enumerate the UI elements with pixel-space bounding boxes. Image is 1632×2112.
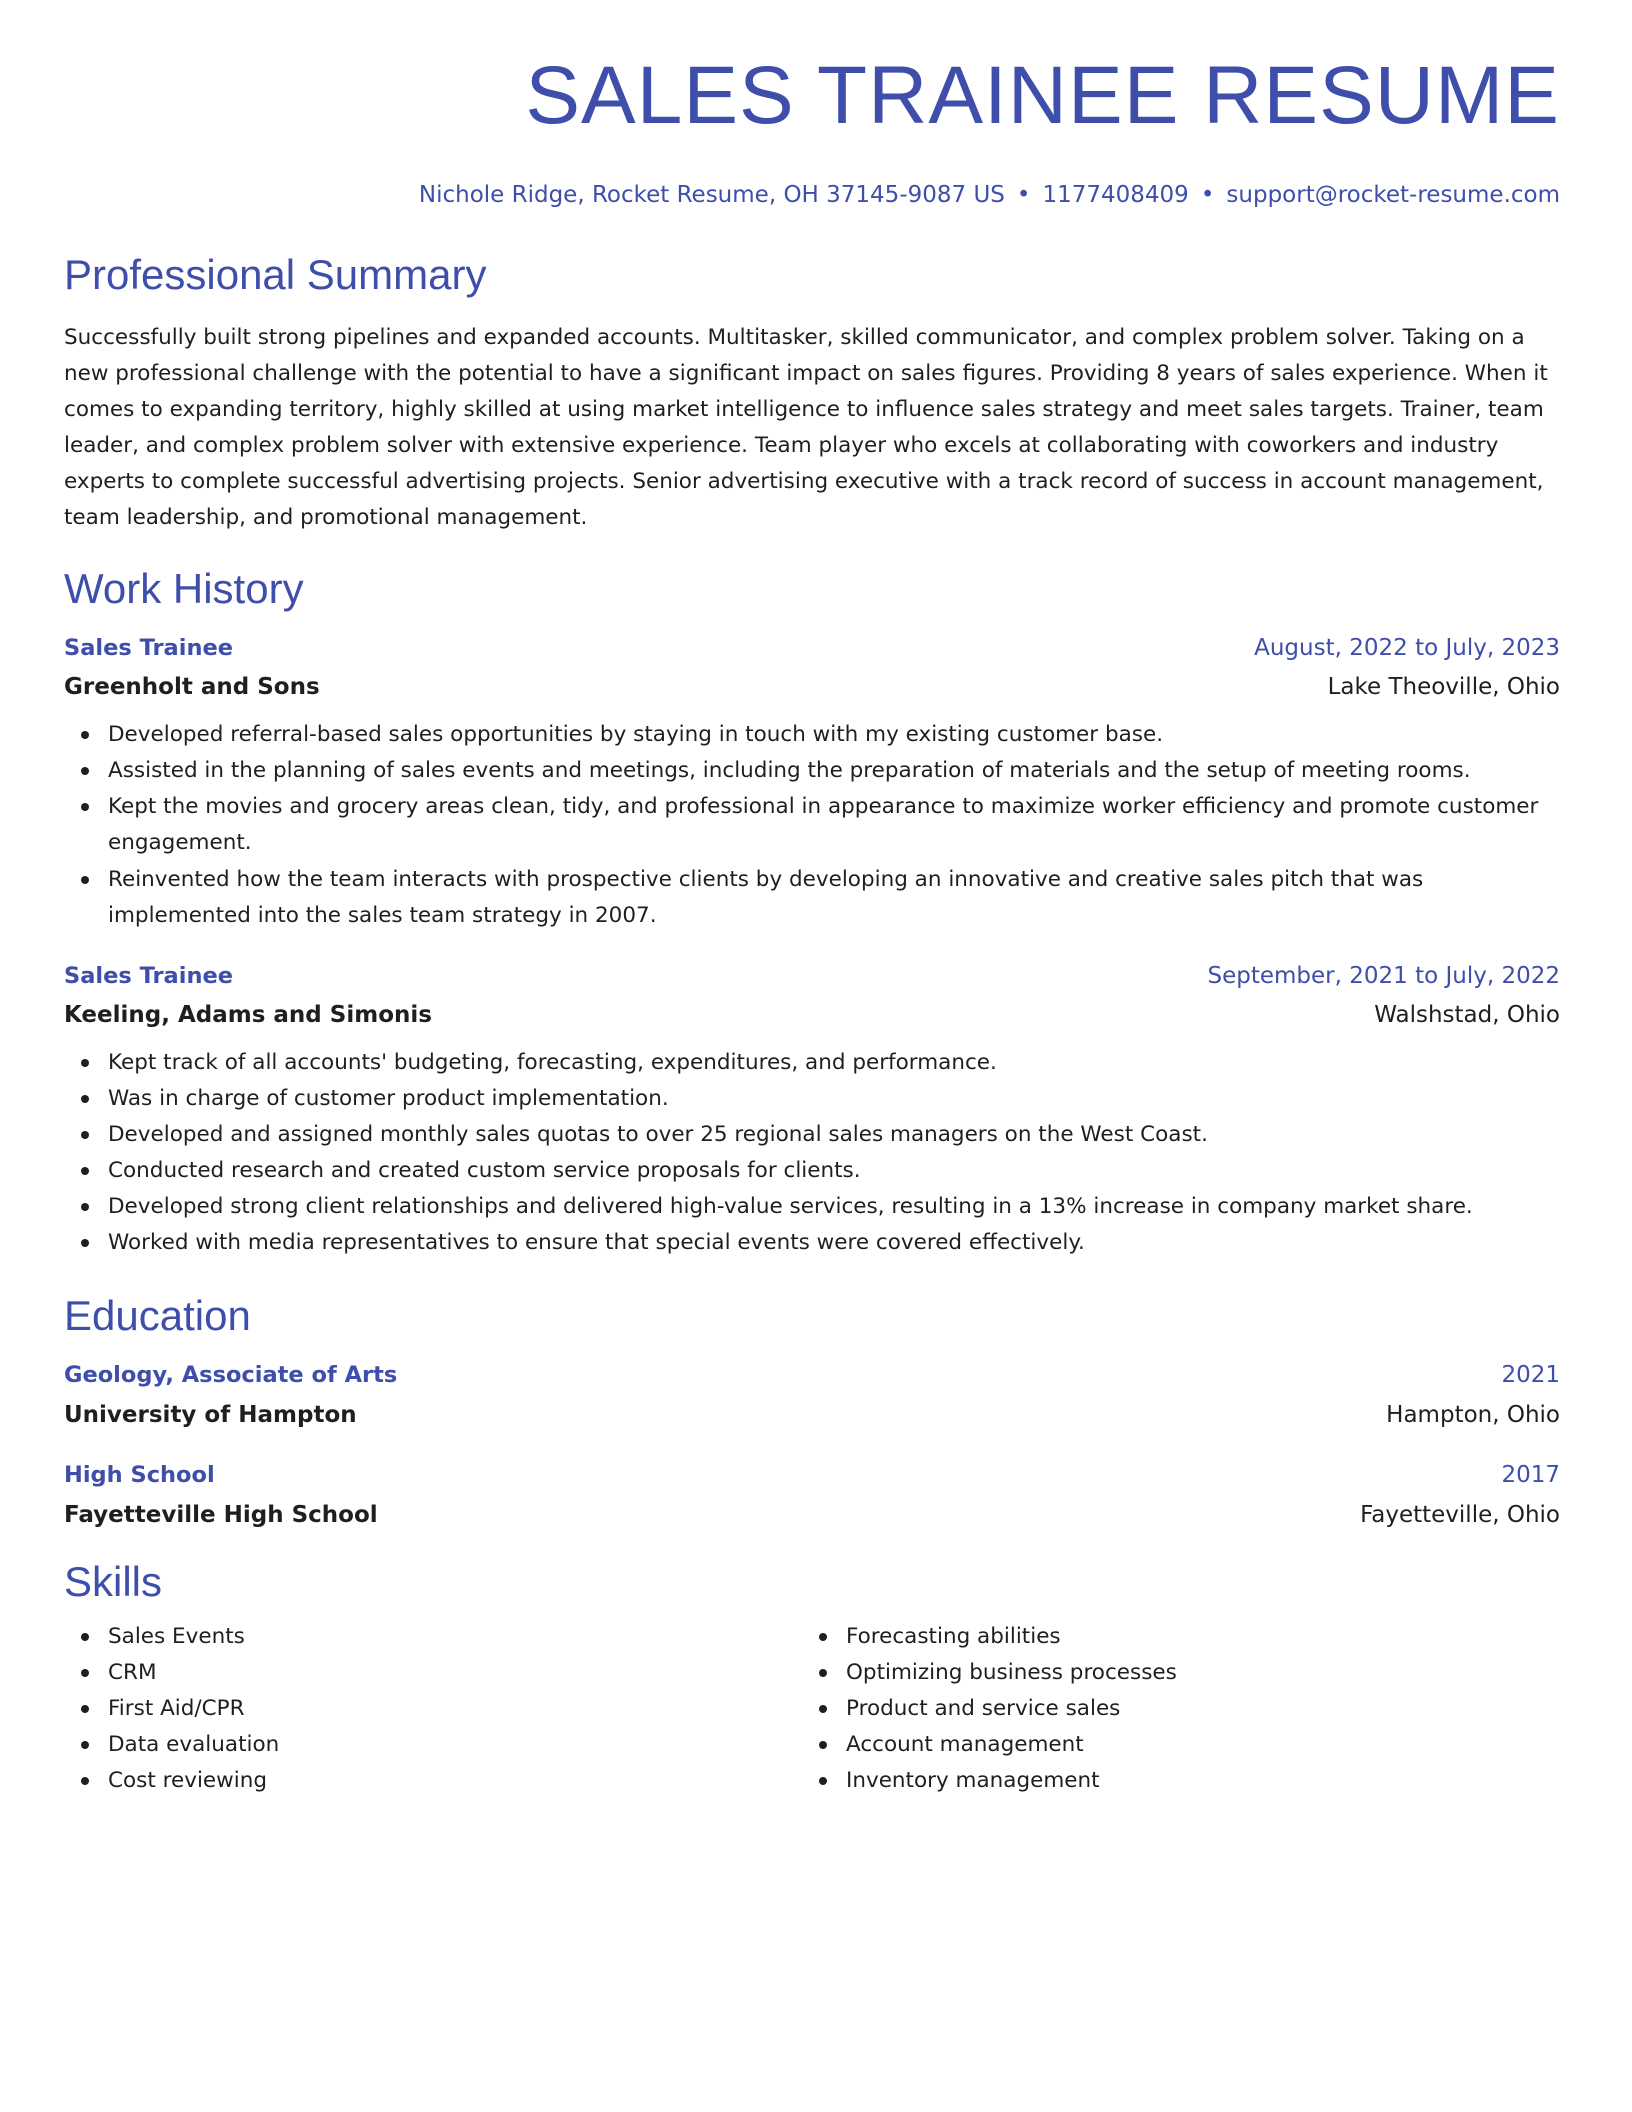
job-entry [64, 632, 1560, 934]
list-item: Was in charge of customer product implementation. [108, 1081, 1560, 1117]
summary-text: Successfully built strong pipelines and expanded accounts. Multitasker, skilled communicator, and complex problem solver. Taking on a new professional challenge with the potential to have a significant impact on sales figures. Providing 8 years of sales experience. When it comes to expanding territory, highly skilled at using market intelligence to influence sales strategy and meet sales targets. Trainer, team leader, and complex problem solver with extensive experience. Team player who excels at collaborating with coworkers and industry experts to complete successful advertising projects. Senior advertising executive with a track record of success in account management, team leadership, and promotional management. [64, 325, 1548, 530]
skill-item: First Aid/CPR [108, 1691, 802, 1727]
education-degree: Geology, Associate of Arts [64, 1362, 398, 1388]
skill-item: Inventory management [846, 1763, 1540, 1799]
job-dates: August, 2022 to July, 2023 [1254, 635, 1560, 661]
list-item: Developed and assigned monthly sales quotas to over 25 regional sales managers on the West Coast. [108, 1117, 1560, 1153]
education-entry [64, 1359, 1560, 1431]
skill-item: Data evaluation [108, 1727, 802, 1763]
job-company: Keeling, Adams and Simonis [64, 1002, 432, 1028]
bullet-separator: • [1016, 182, 1031, 208]
job-location: Lake Theoville, Ohio [1327, 674, 1560, 700]
list-item: Conducted research and created custom service proposals for clients. [108, 1153, 1560, 1189]
skills-section [64, 1557, 1560, 1799]
skills-column-left [64, 1619, 802, 1799]
job-company-row [64, 999, 1560, 1031]
job-bullets [64, 1045, 1560, 1261]
education-school: University of Hampton [64, 1402, 357, 1428]
skill-item: Forecasting abilities [846, 1619, 1540, 1655]
section-heading: Education [64, 1292, 251, 1339]
education-year: 2017 [1501, 1462, 1560, 1488]
job-role: Sales Trainee [64, 963, 233, 989]
education-section [64, 1291, 1560, 1531]
job-dates: September, 2021 to July, 2022 [1207, 963, 1560, 989]
job-bullets [64, 717, 1560, 934]
resume-title: SALES TRAINEE RESUME [525, 50, 1560, 141]
education-entry [64, 1459, 1560, 1531]
education-school-row [64, 1399, 1560, 1431]
list-item: Reinvented how the team interacts with prospective clients by developing an innovative and creative sales pitch that was implemented into the sales team strategy in 2007. [108, 862, 1560, 934]
professional-summary-section [64, 250, 1560, 536]
section-heading: Work History [64, 565, 304, 612]
job-entry [64, 960, 1560, 1261]
job-header-row [64, 632, 1560, 664]
education-school-row [64, 1499, 1560, 1531]
skill-item: Product and service sales [846, 1691, 1540, 1727]
skill-item: Account management [846, 1727, 1540, 1763]
skills-list [64, 1619, 802, 1799]
education-location: Fayetteville, Ohio [1360, 1502, 1560, 1528]
list-item: Kept the movies and grocery areas clean, tidy, and professional in appearance to maximize worker efficiency and promote customer engagement. [108, 789, 1560, 861]
education-header-row [64, 1459, 1560, 1491]
skill-item: Sales Events [108, 1619, 802, 1655]
contact-email: support@rocket-resume.com [1226, 182, 1560, 208]
education-header-row [64, 1359, 1560, 1391]
education-degree: High School [64, 1462, 215, 1488]
job-role: Sales Trainee [64, 635, 233, 661]
education-location: Hampton, Ohio [1386, 1402, 1560, 1428]
list-item: Developed strong client relationships and delivered high-value services, resulting in a 13% increase in company market share. [108, 1189, 1560, 1225]
section-heading: Professional Summary [64, 251, 487, 298]
list-item: Worked with media representatives to ensure that special events were covered effectively. [108, 1225, 1560, 1261]
resume-page [64, 0, 1560, 1799]
contact-line [64, 180, 1560, 210]
work-history-section [64, 564, 1560, 1261]
list-item: Developed referral-based sales opportunities by staying in touch with my existing customer base. [108, 717, 1560, 753]
section-heading: Skills [64, 1558, 163, 1605]
education-school: Fayetteville High School [64, 1502, 378, 1528]
skill-item: Optimizing business processes [846, 1655, 1540, 1691]
skill-item: CRM [108, 1655, 802, 1691]
list-item: Assisted in the planning of sales events and meetings, including the preparation of materials and the setup of meeting rooms. [108, 753, 1560, 789]
job-location: Walshstad, Ohio [1374, 1002, 1560, 1028]
skill-item: Cost reviewing [108, 1763, 802, 1799]
education-year: 2021 [1501, 1362, 1560, 1388]
list-item: Kept track of all accounts' budgeting, forecasting, expenditures, and performance. [108, 1045, 1560, 1081]
skills-grid [64, 1619, 1560, 1799]
job-header-row [64, 960, 1560, 992]
job-company-row [64, 671, 1560, 703]
job-company: Greenholt and Sons [64, 674, 320, 700]
skills-list [802, 1619, 1540, 1799]
bullet-separator: • [1200, 182, 1215, 208]
skills-column-right [802, 1619, 1540, 1799]
contact-address: Nichole Ridge, Rocket Resume, OH 37145-9087 US [418, 182, 1005, 208]
contact-phone: 1177408409 [1042, 182, 1189, 208]
